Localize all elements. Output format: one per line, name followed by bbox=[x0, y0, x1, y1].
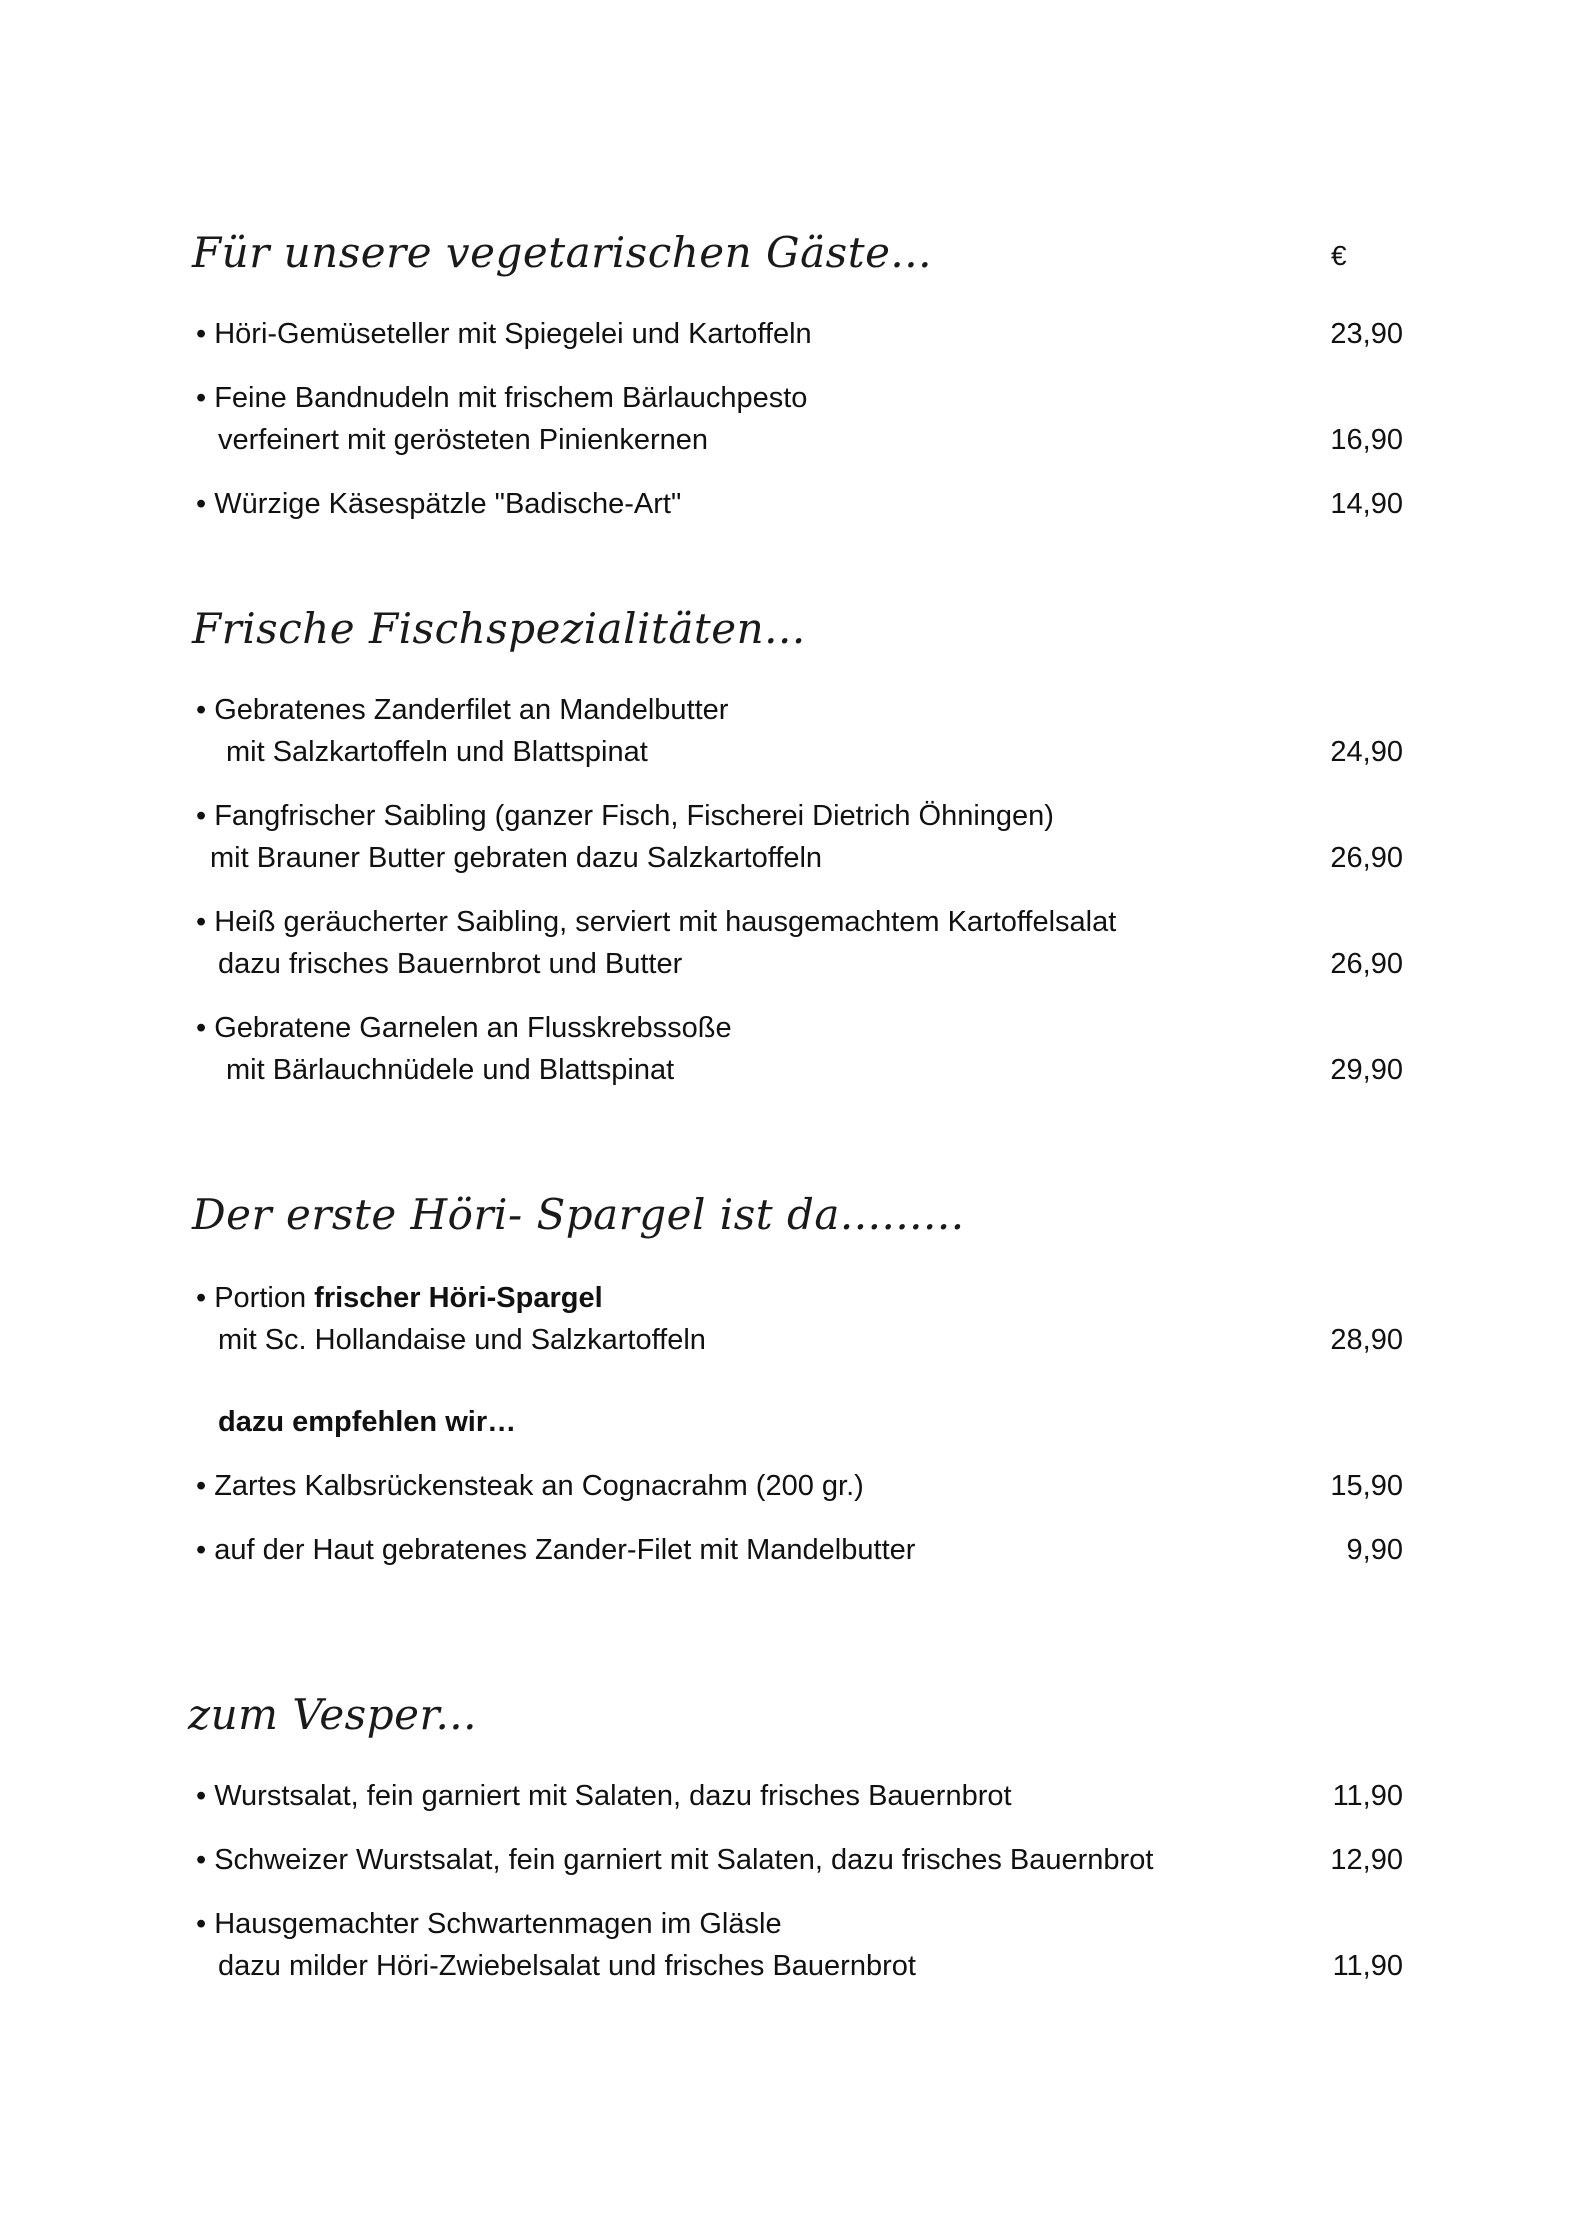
menu-item-price: 26,90 bbox=[1330, 842, 1403, 874]
menu-item-line: • Höri-Gemüseteller mit Spiegelei und Kartoffeln bbox=[196, 318, 812, 350]
menu-item-line: verfeinert mit gerösteten Pinienkernen bbox=[218, 424, 709, 456]
currency-header: € bbox=[1331, 240, 1347, 271]
recommend-label: dazu empfehlen wir… bbox=[218, 1406, 517, 1438]
section-title-vesper: zum Vesper... bbox=[188, 1690, 477, 1739]
menu-item-price: 16,90 bbox=[1330, 424, 1403, 456]
menu-item-line: dazu frisches Bauernbrot und Butter bbox=[218, 948, 683, 980]
section-title-vegetarian: Für unsere vegetarischen Gäste... bbox=[192, 228, 932, 277]
menu-item-line bbox=[196, 1284, 603, 1313]
menu-item-price: 14,90 bbox=[1330, 488, 1403, 520]
menu-item-line: • auf der Haut gebratenes Zander-Filet mit Mandelbutter bbox=[196, 1534, 916, 1566]
menu-item-line: dazu milder Höri-Zwiebelsalat und frisches Bauernbrot bbox=[218, 1950, 916, 1982]
menu-item-price: 29,90 bbox=[1330, 1054, 1403, 1086]
menu-item-line: mit Sc. Hollandaise und Salzkartoffeln bbox=[218, 1324, 706, 1356]
menu-item-prefix: • Portion bbox=[196, 1282, 315, 1314]
menu-item-line: • Hausgemachter Schwartenmagen im Gläsle bbox=[196, 1908, 782, 1940]
menu-item-line: • Gebratenes Zanderfilet an Mandelbutter bbox=[196, 694, 729, 726]
menu-item-price: 12,90 bbox=[1330, 1844, 1403, 1876]
menu-item-price: 23,90 bbox=[1330, 318, 1403, 350]
menu-item-price: 28,90 bbox=[1330, 1324, 1403, 1356]
menu-item-price: 11,90 bbox=[1332, 1950, 1403, 1982]
menu-item-line: • Gebratene Garnelen an Flusskrebssoße bbox=[196, 1012, 732, 1044]
menu-item-line: • Heiß geräucherter Saibling, serviert mit hausgemachtem Kartoffelsalat bbox=[196, 906, 1117, 938]
menu-item-highlight: frischer Höri-Spargel bbox=[314, 1282, 603, 1314]
section-title-asparagus: Der erste Höri- Spargel ist da......... bbox=[192, 1190, 965, 1239]
menu-item-line: • Würzige Käsespätzle "Badische-Art" bbox=[196, 488, 682, 520]
menu-item-line: • Schweizer Wurstsalat, fein garniert mit Salaten, dazu frisches Bauernbrot bbox=[196, 1844, 1154, 1876]
menu-item-line: • Feine Bandnudeln mit frischem Bärlauchpesto bbox=[196, 382, 808, 414]
menu-item-line: • Zartes Kalbsrückensteak an Cognacrahm (200 gr.) bbox=[196, 1470, 864, 1502]
menu-item-price: 26,90 bbox=[1330, 948, 1403, 980]
menu-item-line: mit Bärlauchnüdele und Blattspinat bbox=[226, 1054, 675, 1086]
menu-item-price: 11,90 bbox=[1332, 1780, 1403, 1812]
menu-item-price: 9,90 bbox=[1346, 1534, 1403, 1566]
menu-item-price: 24,90 bbox=[1330, 736, 1403, 768]
menu-item-price: 15,90 bbox=[1330, 1470, 1403, 1502]
menu-item-line: mit Brauner Butter gebraten dazu Salzkartoffeln bbox=[210, 842, 823, 874]
menu-item-line: • Wurstsalat, fein garniert mit Salaten, dazu frisches Bauernbrot bbox=[196, 1780, 1012, 1812]
menu-item-line: • Fangfrischer Saibling (ganzer Fisch, Fischerei Dietrich Öhningen) bbox=[196, 800, 1054, 832]
menu-item-line: mit Salzkartoffeln und Blattspinat bbox=[226, 736, 648, 768]
section-title-fish: Frische Fischspezialitäten... bbox=[192, 604, 806, 653]
